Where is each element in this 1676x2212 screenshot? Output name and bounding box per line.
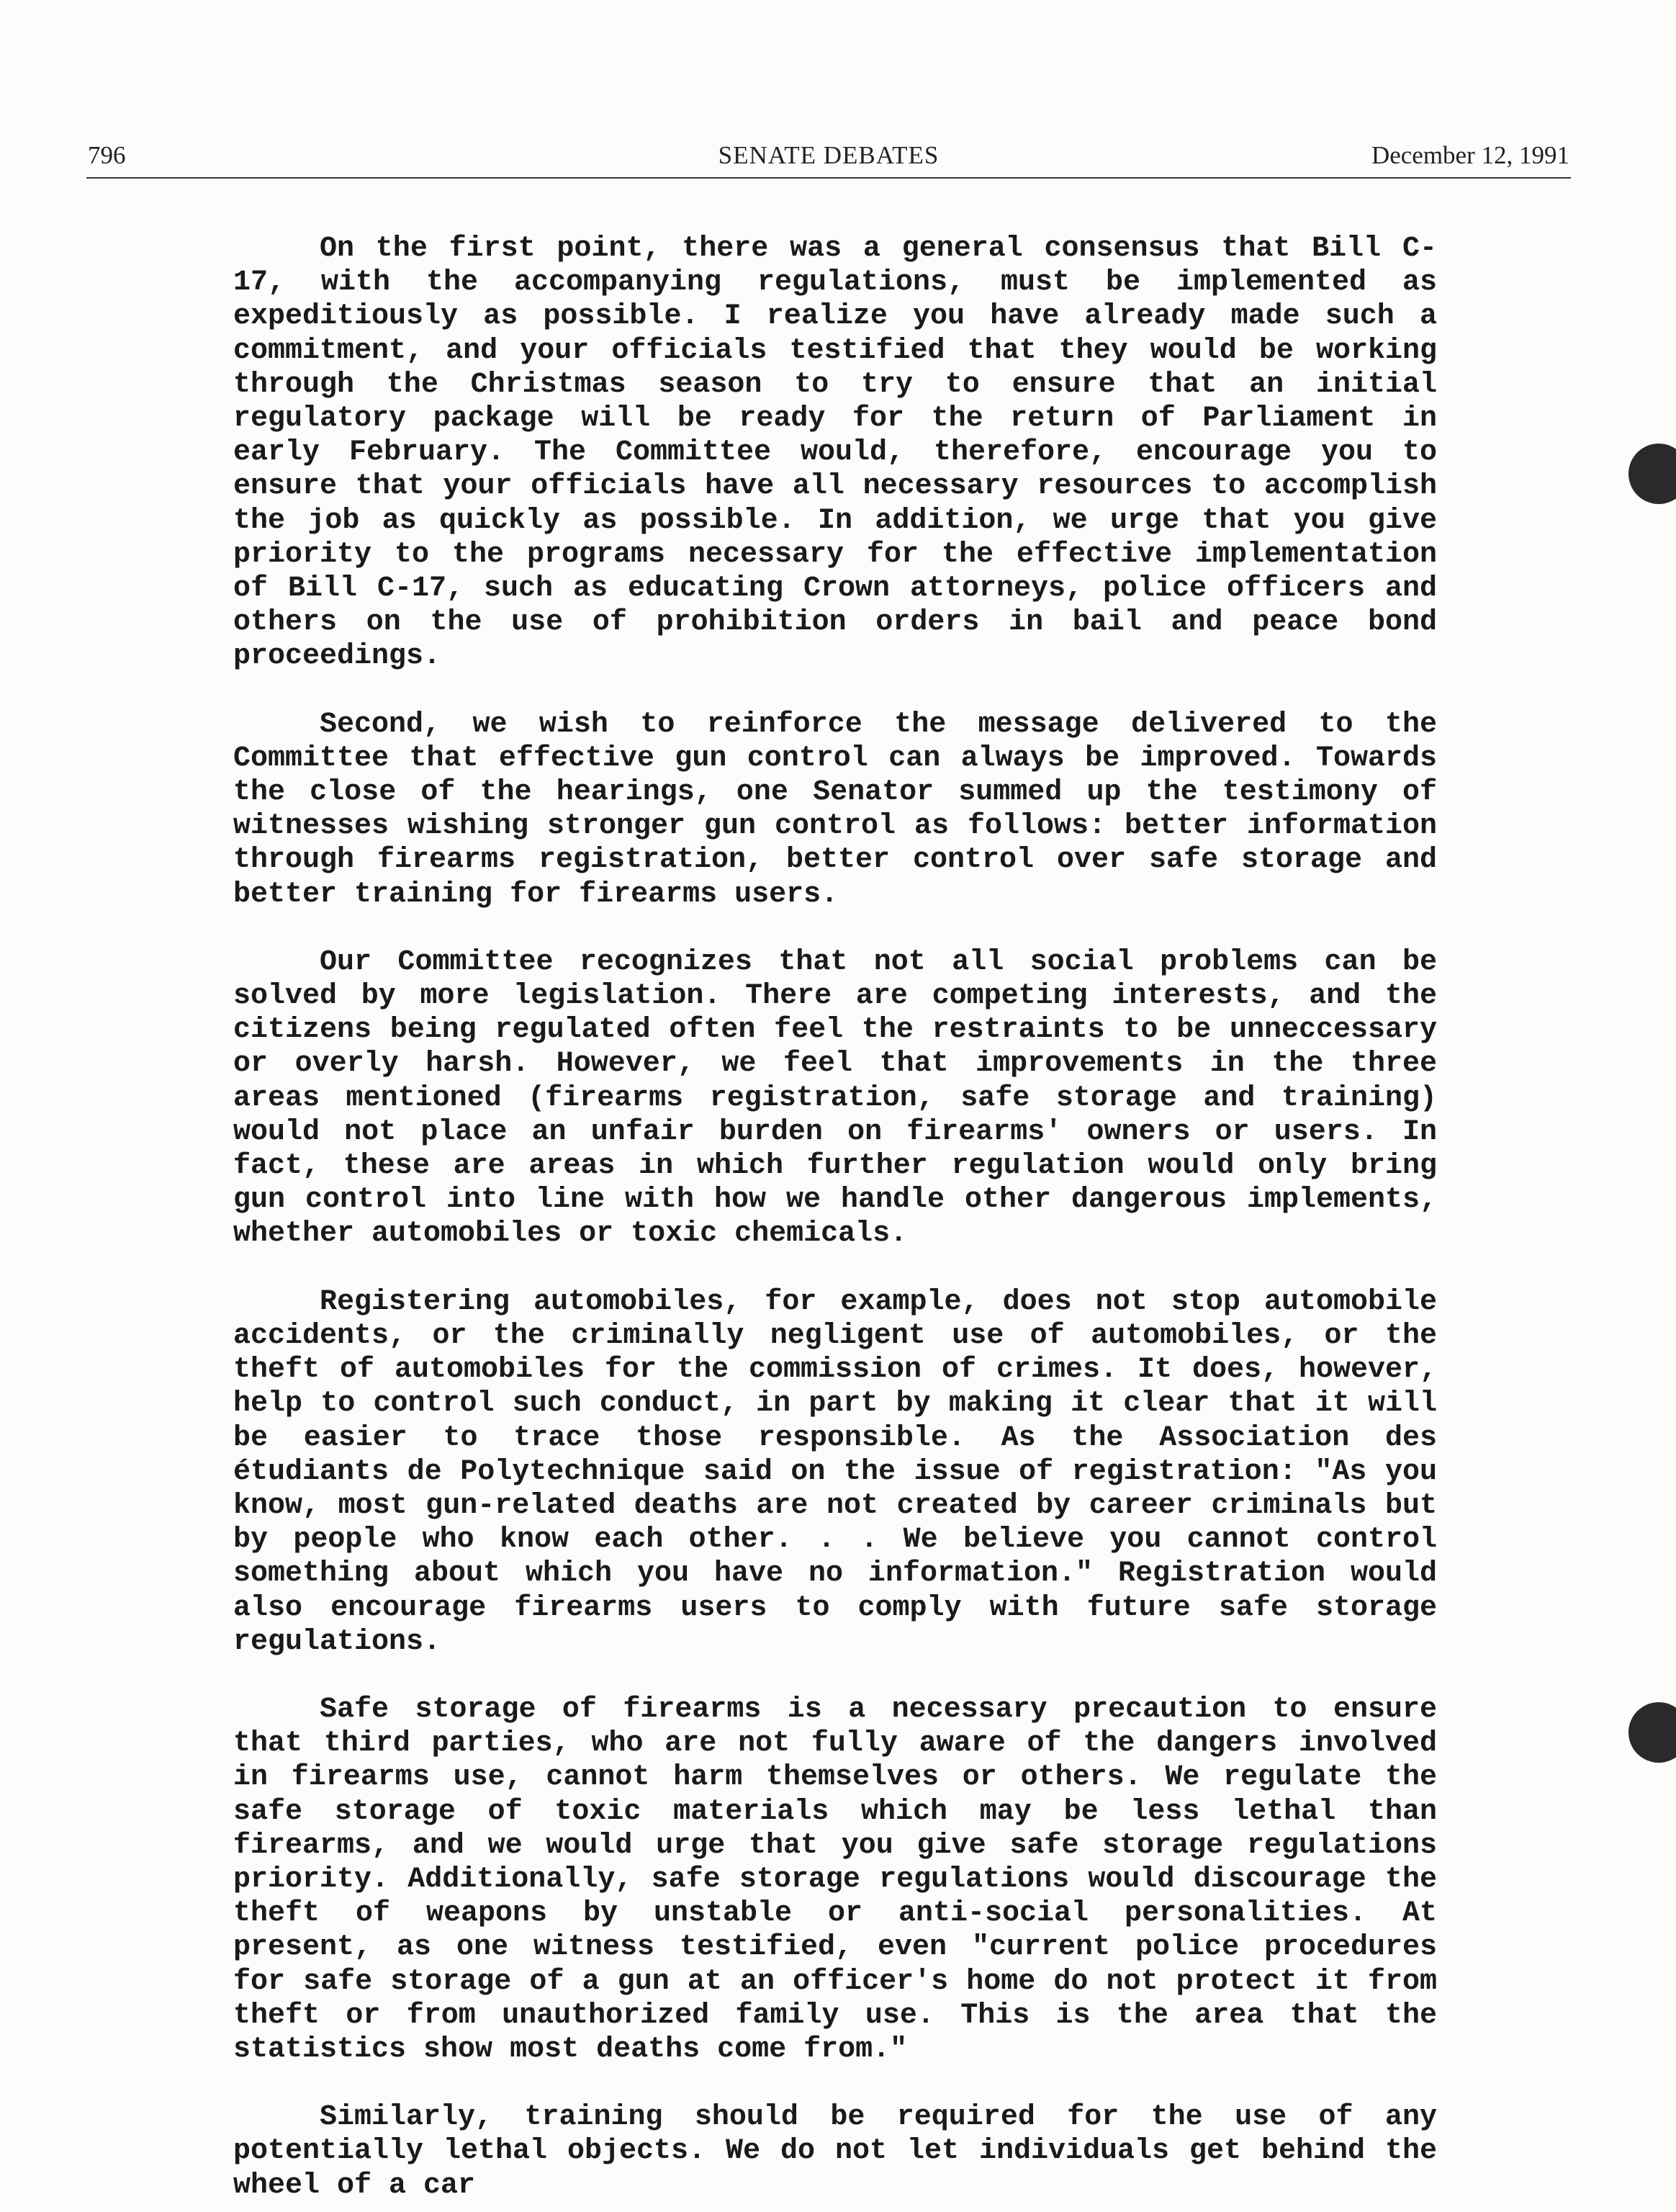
publication-title: SENATE DEBATES: [718, 141, 940, 169]
publication-date: December 12, 1991: [1371, 141, 1569, 169]
binder-punch-hole: [1628, 444, 1676, 504]
header-rule: [86, 177, 1571, 179]
paragraph-registering-automobiles: Registering automobiles, for example, does not stop automobile accidents, or the criminally negligent use of automobiles, or the theft of automobiles for the commission of crimes. It does, however, help to control such conduct, in part by making it clear that it will be easier to trace those responsible. As the Association des étudiants de Polytechnique said on the issue of registration: "As you know, most gun-related deaths are not created by career criminals but by people who know each other. . . We believe you cannot control something about which you have no information." Registration would also encourage firearms users to comply with future safe storage regulations.: [233, 1285, 1437, 1658]
paragraph-safe-storage: Safe storage of firearms is a necessary precaution to ensure that third parties, who are not fully aware of the dangers involved in firearms use, cannot harm themselves or others. We regulate the safe storage of toxic materials which may be less lethal than firearms, and we would urge that you give safe storage regulations priority. Additionally, safe storage regulations would discourage the theft of weapons by unstable or anti-social personalities. At present, as one witness testified, even "current police procedures for safe storage of a gun at an officer's home do not protect it from theft or from unauthorized family use. This is the area that the statistics show most deaths come from.": [233, 1693, 1437, 2066]
body-text: [233, 232, 1437, 2203]
paragraph-training: Similarly, training should be required for the use of any potentially lethal objects. We do not let individuals get behind the wheel of a car: [233, 2101, 1437, 2202]
paragraph-first-point: On the first point, there was a general consensus that Bill C-17, with the accompanying regulations, must be implemented as expeditiously as possible. I realize you have already made such a commitment, and your officials testified that they would be working through the Christmas season to try to ensure that an initial regulatory package will be ready for the return of Parliament in early February. The Committee would, therefore, encourage you to ensure that your officials have all necessary resources to accomplish the job as quickly as possible. In addition, we urge that you give priority to the programs necessary for the effective implementation of Bill C-17, such as educating Crown attorneys, police officers and others on the use of prohibition orders in bail and peace bond proceedings.: [233, 233, 1437, 673]
page-number: 796: [88, 141, 126, 169]
binder-punch-hole: [1628, 1702, 1676, 1763]
running-header: [88, 141, 1569, 179]
paragraph-committee-recognizes: Our Committee recognizes that not all social problems can be solved by more legislation. There are competing interests, and the citizens being regulated often feel the restraints to be unneccessary or overly harsh. However, we feel that improvements in the three areas mentioned (firearms registration, safe storage and training) would not place an unfair burden on firearms' owners or users. In fact, these are areas in which further regulation would only bring gun control into line with how we handle other dangerous implements, whether automobiles or toxic chemicals.: [233, 945, 1437, 1251]
paragraph-second-point: Second, we wish to reinforce the message delivered to the Committee that effective gun control can always be improved. Towards the close of the hearings, one Senator summed up the testimony of witnesses wishing stronger gun control as follows: better information through firearms registration, better control over safe storage and better training for firearms users.: [233, 708, 1437, 911]
